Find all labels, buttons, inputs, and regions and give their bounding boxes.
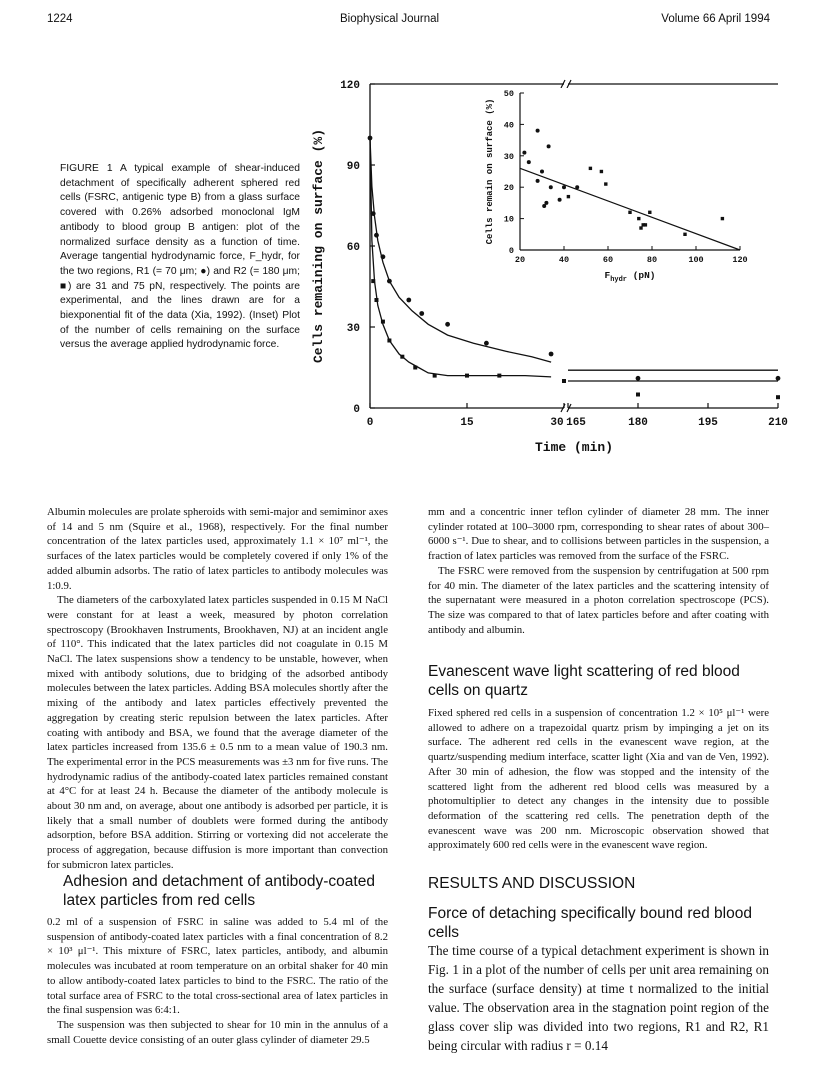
results-heading: RESULTS AND DISCUSSION [428, 875, 636, 892]
paragraph: The diameters of the carboxylated latex particles suspended in 0.15 M NaCl were constant for at least a week, measured by photon correlation spectroscopy (Brookhaven Instruments, Brookhaven, NJ) at an incident angle of 110°. This indicated that the latex particles did not coagulate in 0.15 M NaCl. The latex suspensions show a tendency to be unstable, however, when mixed with antibody solutions, due to bridging of the adsorbed antibody molecules between the latex particles. Adding BSA molecules shortly after the mixing of the antibody and latex particles effectively prevented the aggregation by creating steric repulsion between the latex particles. After coating with antibody and BSA, we found that the average diameter of the latex particles increased from 135.6 ± 0.5 nm to a mean value of 190.3 nm. The experimental error in the PCS measurements was ±3 nm for five runs. The hydrodynamic radius of the antibody-coated latex particles remained constant at 4°C for at least 24 h. Because the diameter of the antibody molecule is about 30 nm and, on average, about one antibody is adsorbed per particle, it is likely that a small number of doublets were formed during the antibody adsorption, before BSA addition. Stirring or vortexing did not accelerate the process of aggregation, because diffusion is more important than convection for submicron latex particles. [47, 594, 388, 871]
x-tick-label: 210 [768, 417, 788, 429]
left-column-section [47, 915, 388, 1047]
data-point-r2 [381, 320, 385, 324]
inset-data-point-r1 [558, 198, 562, 202]
y-tick-label: 90 [346, 161, 360, 173]
volume-date: Volume 66 April 1994 [661, 13, 770, 25]
x-tick-label: 180 [628, 417, 648, 429]
data-point-r1 [374, 233, 379, 238]
inset-data-point-r1 [527, 160, 531, 164]
data-point-r2 [636, 393, 640, 397]
inset-y-axis-title: Cells remain on surface (%) [485, 98, 495, 245]
inset-data-point-r1 [575, 185, 579, 189]
data-point-r2 [465, 374, 469, 378]
data-point-r2 [562, 379, 566, 383]
x-tick-label: 30 [550, 417, 564, 429]
y-tick-label: 0 [353, 404, 360, 416]
inset-y-tick-label: 0 [508, 246, 514, 256]
page-number: 1224 [47, 13, 73, 25]
data-point-r1 [776, 376, 781, 381]
inset-data-point-r1 [536, 129, 540, 133]
data-point-r1 [371, 211, 376, 216]
section-heading-evanescent: Evanescent wave light scattering of red blood cells on quartz [428, 663, 740, 699]
inset-data-point-r2 [567, 195, 570, 198]
data-point-r2 [776, 395, 780, 399]
inset-data-point-r1 [562, 185, 566, 189]
data-point-r2 [413, 366, 417, 370]
data-point-r2 [497, 374, 501, 378]
caption-label: FIGURE 1 [60, 163, 113, 174]
caption-text: A typical example of shear-induced detachment of specifically adherent sphered red cells (FSRC, antigenic type B) from a glass surface covered with 0.26% adsorbed monoclonal IgM antibody to blood group B antigen: plot of the normalized surface density as a function of time. Average tangential hydrodynamic force, F_hydr, for the two regions, R1 (= 70 μm; ●) and R2 (= 180 μm; ■) are 31 and 75 pN, respectively. The points are experimental, and the lines drawn are for a biexponential fit of the data (Xia, 1992). (Inset) Plot of the number of cells remaining on the surface versus the average applied hydrodynamic force. [60, 163, 300, 351]
paragraph: Fixed sphered red cells in a suspension of concentration 1.2 × 10⁵ μl⁻¹ were allowed to adhere on a trapezoidal quartz prism by impinging a jet on its surface. The adherent red cells in the evanescent wave region, at the quartz/suspending medium interface, scatter light (Xia and van de Ven, 1992). After 30 min of adhesion, the flow was stopped and the intensity of the scattered light from the adherent red blood cells was measured by a photomultiplier to detect any changes in the intensity due to possible deformation of the scattering red cells. The penetration depth of the evanescent wave was 200 nm. Microscopic observation showed that approximately 600 red cells were in the evanescent wave region. [428, 707, 769, 852]
inset-data-point-r2 [604, 182, 607, 185]
data-point-r1 [387, 279, 392, 284]
left-column [47, 505, 388, 873]
inset-x-tick-label: 40 [558, 255, 570, 265]
x-tick-label: 15 [460, 417, 474, 429]
inset-x-tick-label: 20 [514, 255, 526, 265]
inset-data-point-r2 [683, 233, 686, 236]
inset-y-tick-label: 20 [503, 183, 514, 194]
inset-y-tick-label: 40 [503, 120, 514, 131]
data-point-r1 [484, 341, 489, 346]
inset-data-point-r1 [536, 179, 540, 183]
section-heading-adhesion: Adhesion and detachment of antibody-coated latex particles from red cells [63, 873, 375, 909]
x-tick-label: 0 [366, 417, 374, 429]
inset-plot [485, 88, 748, 284]
inset-data-point-r2 [648, 211, 651, 214]
data-point-r2 [387, 339, 391, 343]
inset-data-point-r2 [644, 223, 647, 226]
data-point-r2 [400, 355, 404, 359]
right-column-section [428, 706, 769, 853]
inset-y-tick-label: 10 [503, 214, 514, 225]
inset-data-point-r2 [589, 167, 592, 170]
paragraph: The FSRC were removed from the suspension by centrifugation at 500 rpm for 40 min. The diameter of the latex particles and the scattering intensity of the supernatant were measured in a photon correlation spectroscope (PCS). The size was compared to that of latex particles before and after coating with antibody and albumin. [428, 564, 769, 636]
inset-data-point-r2 [628, 211, 631, 214]
paragraph: Albumin molecules are prolate spheroids with semi-major and semiminor axes of 14 and 5 nm (Squire et al., 1968), respectively. For the final number concentration of the latex particles used, approximately 1.1 × 10⁷ ml⁻¹, the surfaces of the latex particles would be completely covered if only 1% of the added albumin adsorbs. The ratio of latex particles to antibody molecules was 1:0.9. [47, 506, 388, 592]
inset-data-point-r1 [540, 170, 544, 174]
data-point-r1 [381, 254, 386, 259]
inset-data-point-r2 [721, 217, 724, 220]
paragraph: 0.2 ml of a suspension of FSRC in saline was added to 5.4 ml of the suspension of antibody-coated latex particles with a final concentration of 8.2 × 10³ μl⁻¹. This mixture of FSRC, latex particles, antibody, and albumin molecules was incubated at room temperature on an orbital shaker for 40 min to allow antibody-coated latex particles to bind to the FSRC. The ratio of the total surface area of FSRC to the total cross-sectional area of latex particles in the final suspension was 6:4:1. [47, 916, 388, 1017]
inset-data-point-r2 [639, 226, 642, 229]
data-point-r1 [406, 298, 411, 303]
inset-data-point-r1 [549, 185, 553, 189]
figure-caption [60, 162, 300, 353]
inset-data-point-r1 [544, 201, 548, 205]
y-tick-label: 120 [340, 80, 360, 92]
inset-x-tick-label: 120 [732, 255, 748, 265]
data-point-r2 [374, 298, 378, 302]
inset-y-tick-label: 50 [503, 89, 514, 99]
y-axis-title: Cells remaining on surface (%) [311, 128, 326, 364]
x-tick-label: 165 [566, 417, 586, 429]
figure-1 [300, 70, 788, 485]
inset-x-tick-label: 100 [688, 255, 704, 265]
x-tick-label: 195 [698, 417, 718, 429]
data-point-r1 [419, 311, 424, 316]
data-point-r1 [636, 376, 641, 381]
paragraph: The suspension was then subjected to shear for 10 min in the annulus of a small Couette device consisting of an outer glass cylinder of diameter 29.5 [47, 1018, 388, 1046]
inset-data-point-r1 [522, 151, 526, 155]
inset-data-point-r2 [600, 170, 603, 173]
y-tick-label: 30 [346, 323, 360, 335]
y-tick-label: 60 [346, 242, 360, 254]
data-point-r2 [371, 279, 375, 283]
x-axis-title: Time (min) [534, 440, 614, 455]
journal-name: Biophysical Journal [340, 13, 440, 25]
inset-x-tick-label: 80 [646, 255, 658, 265]
inset-x-axis-title: $F_{hydr}$ (pN) [604, 270, 656, 284]
results-paragraph: The time course of a typical detachment experiment is shown in Fig. 1 in a plot of the number of cells per unit area remaining on the surface (surface density) at time t normalized to the initial value. The observation area in the stagnation point region of the glass cover slip was divided into two regions, R1 and R2, R1 being circular with radius r = 0.14 [428, 943, 769, 1053]
inset-x-tick-label: 60 [602, 255, 614, 265]
right-column [428, 505, 769, 637]
data-point-r1 [445, 322, 450, 327]
inset-data-point-r2 [637, 217, 640, 220]
data-point-r1 [549, 352, 554, 357]
results-subheading: Force of detaching specifically bound red blood cells [428, 905, 752, 941]
data-point-r2 [433, 374, 437, 378]
data-point-r1 [368, 136, 373, 141]
inset-y-tick-label: 30 [503, 151, 514, 162]
paragraph: mm and a concentric inner teflon cylinder of diameter 28 mm. The inner cylinder rotated at 100–3000 rpm, corresponding to shear rates of about 300–6000 s⁻¹. Due to shear, and to collisions between particles in the suspension, a fraction of latex particles was removed from the surface of the FSRC. [428, 506, 769, 563]
inset-data-point-r1 [547, 144, 551, 148]
